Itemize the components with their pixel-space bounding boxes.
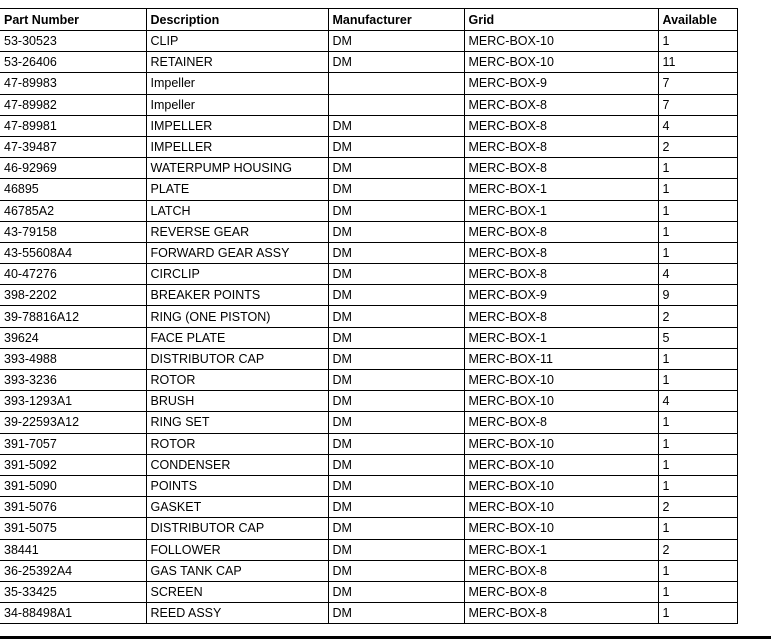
cell-manufacturer: DM bbox=[328, 581, 464, 602]
cell-description: POINTS bbox=[146, 475, 328, 496]
cell-manufacturer: DM bbox=[328, 285, 464, 306]
table-row bbox=[0, 73, 737, 94]
column-header-description: Description bbox=[146, 9, 328, 31]
cell-description: WATERPUMP HOUSING bbox=[146, 158, 328, 179]
cell-available: 1 bbox=[658, 31, 737, 52]
cell-manufacturer: DM bbox=[328, 454, 464, 475]
cell-grid: MERC-BOX-10 bbox=[464, 52, 658, 73]
cell-part-number: 38441 bbox=[0, 539, 146, 560]
cell-description: GASKET bbox=[146, 497, 328, 518]
cell-manufacturer: DM bbox=[328, 539, 464, 560]
cell-description: SCREEN bbox=[146, 581, 328, 602]
cell-available: 4 bbox=[658, 391, 737, 412]
parts-table-body bbox=[0, 31, 737, 624]
cell-grid: MERC-BOX-8 bbox=[464, 306, 658, 327]
cell-available: 1 bbox=[658, 158, 737, 179]
table-row bbox=[0, 94, 737, 115]
cell-part-number: 43-55608A4 bbox=[0, 242, 146, 263]
cell-grid: MERC-BOX-10 bbox=[464, 518, 658, 539]
cell-part-number: 393-4988 bbox=[0, 348, 146, 369]
table-row bbox=[0, 264, 737, 285]
cell-description: FOLLOWER bbox=[146, 539, 328, 560]
table-row bbox=[0, 475, 737, 496]
table-row bbox=[0, 285, 737, 306]
cell-available: 1 bbox=[658, 179, 737, 200]
cell-manufacturer: DM bbox=[328, 115, 464, 136]
cell-available: 1 bbox=[658, 560, 737, 581]
table-row bbox=[0, 370, 737, 391]
header-row bbox=[0, 9, 737, 31]
cell-grid: MERC-BOX-10 bbox=[464, 31, 658, 52]
cell-part-number: 39-22593A12 bbox=[0, 412, 146, 433]
cell-available: 2 bbox=[658, 497, 737, 518]
cell-part-number: 47-39487 bbox=[0, 136, 146, 157]
cell-description: REVERSE GEAR bbox=[146, 221, 328, 242]
cell-manufacturer: DM bbox=[328, 560, 464, 581]
table-row bbox=[0, 581, 737, 602]
cell-part-number: 53-30523 bbox=[0, 31, 146, 52]
table-row bbox=[0, 603, 737, 624]
cell-manufacturer: DM bbox=[328, 391, 464, 412]
cell-part-number: 46895 bbox=[0, 179, 146, 200]
table-row bbox=[0, 242, 737, 263]
cell-part-number: 46785A2 bbox=[0, 200, 146, 221]
cell-part-number: 43-79158 bbox=[0, 221, 146, 242]
cell-part-number: 393-1293A1 bbox=[0, 391, 146, 412]
cell-part-number: 34-88498A1 bbox=[0, 603, 146, 624]
cell-grid: MERC-BOX-8 bbox=[464, 221, 658, 242]
cell-manufacturer: DM bbox=[328, 433, 464, 454]
cell-available: 7 bbox=[658, 73, 737, 94]
cell-manufacturer: DM bbox=[328, 31, 464, 52]
cell-description: CIRCLIP bbox=[146, 264, 328, 285]
table-row bbox=[0, 31, 737, 52]
cell-grid: MERC-BOX-8 bbox=[464, 412, 658, 433]
cell-grid: MERC-BOX-1 bbox=[464, 539, 658, 560]
cell-manufacturer: DM bbox=[328, 200, 464, 221]
cell-manufacturer: DM bbox=[328, 348, 464, 369]
cell-available: 5 bbox=[658, 327, 737, 348]
column-header-part-number: Part Number bbox=[0, 9, 146, 31]
table-row bbox=[0, 136, 737, 157]
table-row bbox=[0, 518, 737, 539]
cell-description: LATCH bbox=[146, 200, 328, 221]
cell-manufacturer bbox=[328, 73, 464, 94]
cell-part-number: 36-25392A4 bbox=[0, 560, 146, 581]
cell-part-number: 391-5075 bbox=[0, 518, 146, 539]
table-row bbox=[0, 539, 737, 560]
cell-grid: MERC-BOX-10 bbox=[464, 370, 658, 391]
cell-grid: MERC-BOX-8 bbox=[464, 94, 658, 115]
cell-grid: MERC-BOX-9 bbox=[464, 73, 658, 94]
cell-manufacturer: DM bbox=[328, 475, 464, 496]
cell-part-number: 46-92969 bbox=[0, 158, 146, 179]
cell-grid: MERC-BOX-10 bbox=[464, 497, 658, 518]
cell-manufacturer: DM bbox=[328, 52, 464, 73]
cell-description: Impeller bbox=[146, 94, 328, 115]
cell-description: PLATE bbox=[146, 179, 328, 200]
parts-table-header bbox=[0, 9, 737, 31]
table-row bbox=[0, 454, 737, 475]
cell-available: 1 bbox=[658, 200, 737, 221]
cell-manufacturer: DM bbox=[328, 179, 464, 200]
cell-grid: MERC-BOX-8 bbox=[464, 560, 658, 581]
cell-available: 4 bbox=[658, 115, 737, 136]
parts-table bbox=[0, 8, 738, 624]
column-header-grid: Grid bbox=[464, 9, 658, 31]
cell-manufacturer: DM bbox=[328, 518, 464, 539]
cell-manufacturer: DM bbox=[328, 221, 464, 242]
cell-grid: MERC-BOX-10 bbox=[464, 433, 658, 454]
cell-description: ROTOR bbox=[146, 370, 328, 391]
cell-description: DISTRIBUTOR CAP bbox=[146, 348, 328, 369]
column-header-manufacturer: Manufacturer bbox=[328, 9, 464, 31]
cell-grid: MERC-BOX-10 bbox=[464, 391, 658, 412]
table-row bbox=[0, 158, 737, 179]
cell-manufacturer: DM bbox=[328, 603, 464, 624]
cell-part-number: 47-89981 bbox=[0, 115, 146, 136]
cell-part-number: 393-3236 bbox=[0, 370, 146, 391]
cell-grid: MERC-BOX-8 bbox=[464, 603, 658, 624]
cell-grid: MERC-BOX-10 bbox=[464, 454, 658, 475]
cell-part-number: 398-2202 bbox=[0, 285, 146, 306]
cell-available: 9 bbox=[658, 285, 737, 306]
table-row bbox=[0, 348, 737, 369]
cell-part-number: 391-7057 bbox=[0, 433, 146, 454]
cell-available: 1 bbox=[658, 221, 737, 242]
cell-available: 1 bbox=[658, 412, 737, 433]
bottom-rule bbox=[0, 636, 771, 639]
cell-manufacturer: DM bbox=[328, 306, 464, 327]
table-row bbox=[0, 52, 737, 73]
cell-part-number: 35-33425 bbox=[0, 581, 146, 602]
cell-available: 2 bbox=[658, 539, 737, 560]
cell-description: RING SET bbox=[146, 412, 328, 433]
cell-part-number: 391-5090 bbox=[0, 475, 146, 496]
cell-grid: MERC-BOX-8 bbox=[464, 242, 658, 263]
cell-manufacturer: DM bbox=[328, 412, 464, 433]
cell-available: 1 bbox=[658, 370, 737, 391]
cell-available: 1 bbox=[658, 603, 737, 624]
column-header-available: Available bbox=[658, 9, 737, 31]
cell-description: BREAKER POINTS bbox=[146, 285, 328, 306]
cell-manufacturer: DM bbox=[328, 497, 464, 518]
cell-available: 2 bbox=[658, 306, 737, 327]
cell-description: CONDENSER bbox=[146, 454, 328, 475]
cell-description: IMPELLER bbox=[146, 115, 328, 136]
cell-available: 7 bbox=[658, 94, 737, 115]
cell-grid: MERC-BOX-8 bbox=[464, 264, 658, 285]
cell-description: RING (ONE PISTON) bbox=[146, 306, 328, 327]
cell-description: ROTOR bbox=[146, 433, 328, 454]
cell-description: FACE PLATE bbox=[146, 327, 328, 348]
cell-part-number: 391-5076 bbox=[0, 497, 146, 518]
cell-available: 1 bbox=[658, 581, 737, 602]
table-row bbox=[0, 200, 737, 221]
cell-description: Impeller bbox=[146, 73, 328, 94]
cell-grid: MERC-BOX-11 bbox=[464, 348, 658, 369]
cell-grid: MERC-BOX-10 bbox=[464, 475, 658, 496]
cell-available: 11 bbox=[658, 52, 737, 73]
cell-part-number: 40-47276 bbox=[0, 264, 146, 285]
table-row bbox=[0, 327, 737, 348]
cell-description: CLIP bbox=[146, 31, 328, 52]
cell-description: BRUSH bbox=[146, 391, 328, 412]
cell-available: 1 bbox=[658, 348, 737, 369]
table-row bbox=[0, 115, 737, 136]
table-row bbox=[0, 306, 737, 327]
cell-manufacturer: DM bbox=[328, 264, 464, 285]
cell-available: 1 bbox=[658, 433, 737, 454]
cell-grid: MERC-BOX-8 bbox=[464, 136, 658, 157]
cell-manufacturer: DM bbox=[328, 370, 464, 391]
cell-available: 2 bbox=[658, 136, 737, 157]
table-row bbox=[0, 497, 737, 518]
cell-manufacturer: DM bbox=[328, 327, 464, 348]
table-row bbox=[0, 179, 737, 200]
cell-grid: MERC-BOX-1 bbox=[464, 327, 658, 348]
cell-grid: MERC-BOX-1 bbox=[464, 179, 658, 200]
table-row bbox=[0, 412, 737, 433]
cell-manufacturer: DM bbox=[328, 158, 464, 179]
cell-available: 4 bbox=[658, 264, 737, 285]
cell-manufacturer bbox=[328, 94, 464, 115]
cell-part-number: 39624 bbox=[0, 327, 146, 348]
cell-available: 1 bbox=[658, 242, 737, 263]
cell-part-number: 391-5092 bbox=[0, 454, 146, 475]
table-row bbox=[0, 221, 737, 242]
cell-part-number: 47-89983 bbox=[0, 73, 146, 94]
cell-available: 1 bbox=[658, 454, 737, 475]
cell-description: IMPELLER bbox=[146, 136, 328, 157]
table-row bbox=[0, 391, 737, 412]
table-row bbox=[0, 433, 737, 454]
cell-grid: MERC-BOX-1 bbox=[464, 200, 658, 221]
cell-available: 1 bbox=[658, 475, 737, 496]
cell-grid: MERC-BOX-9 bbox=[464, 285, 658, 306]
cell-description: RETAINER bbox=[146, 52, 328, 73]
cell-description: GAS TANK CAP bbox=[146, 560, 328, 581]
cell-part-number: 39-78816A12 bbox=[0, 306, 146, 327]
cell-description: REED ASSY bbox=[146, 603, 328, 624]
cell-manufacturer: DM bbox=[328, 242, 464, 263]
cell-grid: MERC-BOX-8 bbox=[464, 581, 658, 602]
cell-grid: MERC-BOX-8 bbox=[464, 158, 658, 179]
table-row bbox=[0, 560, 737, 581]
cell-part-number: 53-26406 bbox=[0, 52, 146, 73]
cell-description: FORWARD GEAR ASSY bbox=[146, 242, 328, 263]
cell-description: DISTRIBUTOR CAP bbox=[146, 518, 328, 539]
cell-grid: MERC-BOX-8 bbox=[464, 115, 658, 136]
cell-manufacturer: DM bbox=[328, 136, 464, 157]
cell-part-number: 47-89982 bbox=[0, 94, 146, 115]
cell-available: 1 bbox=[658, 518, 737, 539]
